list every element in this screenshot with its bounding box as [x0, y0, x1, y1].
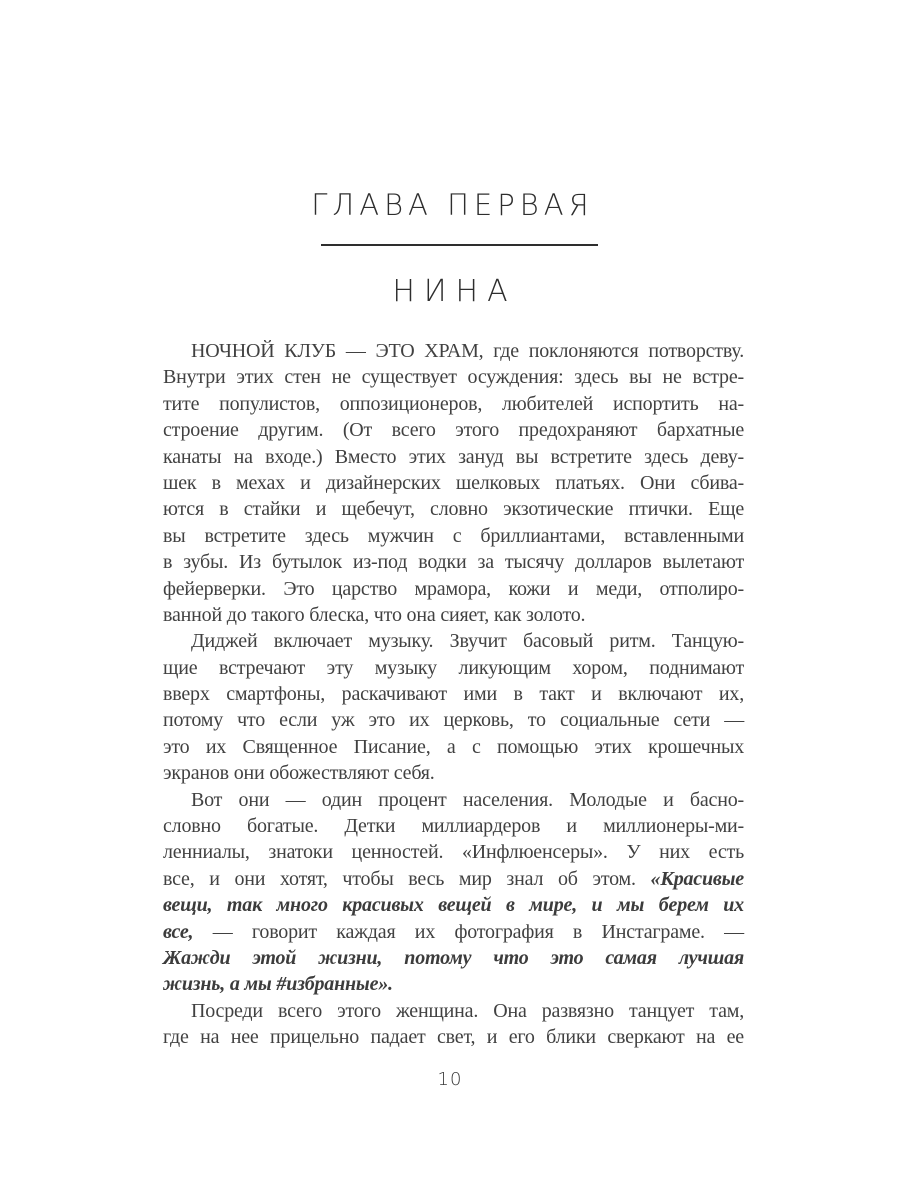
chapter-title: НИНА — [392, 274, 517, 309]
text-run: все, и они хотят, чтобы весь мир знал об этом. — [163, 867, 651, 890]
emphasized-text-run: «Красивые — [650, 867, 744, 890]
text-line — [163, 998, 744, 1024]
text-line — [163, 787, 744, 813]
body-text — [163, 338, 744, 1051]
text-line — [163, 919, 744, 945]
text-run: ются в стайки и щебечут, словно экзотические птички. Еще — [163, 498, 744, 521]
text-run: ленниалы, знатоки ценностей. «Инфлюенсеры». У них есть — [163, 841, 744, 864]
text-line — [163, 1024, 744, 1050]
text-run: Посреди всего этого женщина. Она развязно танцует там, — [191, 999, 744, 1022]
emphasized-text-run: все, — [163, 920, 194, 943]
text-run: вверх смартфоны, раскачивают ими в такт и включают их, — [163, 683, 744, 706]
text-line — [163, 523, 744, 549]
text-line — [163, 760, 744, 786]
text-run: экранов они обожествляют себя. — [163, 762, 435, 785]
text-run: шек в мехах и дизайнерских шелковых платьях. Они сбива- — [163, 471, 744, 494]
text-run: Диджей включает музыку. Звучит басовый ритм. Танцую- — [191, 630, 744, 653]
text-line — [163, 839, 744, 865]
text-line — [163, 391, 744, 417]
text-run: это их Священное Писание, а с помощью этих крошечных — [163, 735, 744, 758]
text-line — [163, 576, 744, 602]
text-run: ванной до такого блеска, что она сияет, как золото. — [163, 603, 586, 626]
page-number: 10 — [437, 1069, 463, 1090]
text-run: НОЧНОЙ КЛУБ — ЭТО ХРАМ, где поклоняются потворству. — [191, 340, 744, 362]
text-line — [163, 971, 744, 997]
text-run: Внутри этих стен не существует осуждения: здесь вы не встре- — [163, 366, 744, 389]
text-run: щие встречают эту музыку ликующим хором, поднимают — [163, 656, 744, 679]
text-line — [163, 813, 744, 839]
text-line — [163, 417, 744, 443]
text-line — [163, 681, 744, 707]
text-run: в зубы. Из бутылок из-под водки за тысячу долларов вылетают — [163, 551, 744, 574]
text-run: вы встретите здесь мужчин с бриллиантами, вставленными — [163, 524, 744, 547]
emphasized-text-run: жизнь, а мы #избранные». — [163, 973, 393, 996]
text-run: потому что если уж это их церковь, то социальные сети — — [163, 709, 744, 732]
chapter-divider-rule — [321, 244, 598, 246]
text-line — [163, 602, 744, 628]
text-line — [163, 866, 744, 892]
text-run: фейерверки. Это царство мрамора, кожи и меди, отполиро- — [163, 577, 744, 600]
text-line — [163, 892, 744, 918]
text-line — [163, 945, 744, 971]
emphasized-text-run: Жажди этой жизни, потому что это самая лучшая — [163, 946, 744, 969]
text-line — [163, 496, 744, 522]
text-line — [163, 364, 744, 390]
text-run: где на нее прицельно падает свет, и его блики сверкают на ее — [163, 1026, 744, 1049]
text-line — [163, 655, 744, 681]
chapter-heading: ГЛАВА ПЕРВАЯ — [311, 188, 594, 222]
text-line — [163, 444, 744, 470]
text-line — [163, 470, 744, 496]
text-run: тите популистов, оппозиционеров, любителей испортить на- — [163, 392, 744, 415]
text-run: канаты на входе.) Вместо этих зануд вы встретите здесь деву- — [163, 445, 744, 468]
text-run: строение другим. (От всего этого предохраняют бархатные — [163, 419, 744, 442]
text-line — [163, 628, 744, 654]
emphasized-text-run: вещи, так много красивых вещей в мире, и мы берем их — [163, 894, 744, 917]
text-run: словно богатые. Детки миллиардеров и миллионеры-ми- — [163, 815, 744, 838]
text-line — [163, 338, 744, 364]
text-line — [163, 707, 744, 733]
text-line — [163, 734, 744, 760]
text-run: — говорит каждая их фотография в Инстаграме. — — [193, 920, 744, 943]
text-run: Вот они — один процент населения. Молодые и басно- — [191, 788, 744, 811]
text-line — [163, 549, 744, 575]
